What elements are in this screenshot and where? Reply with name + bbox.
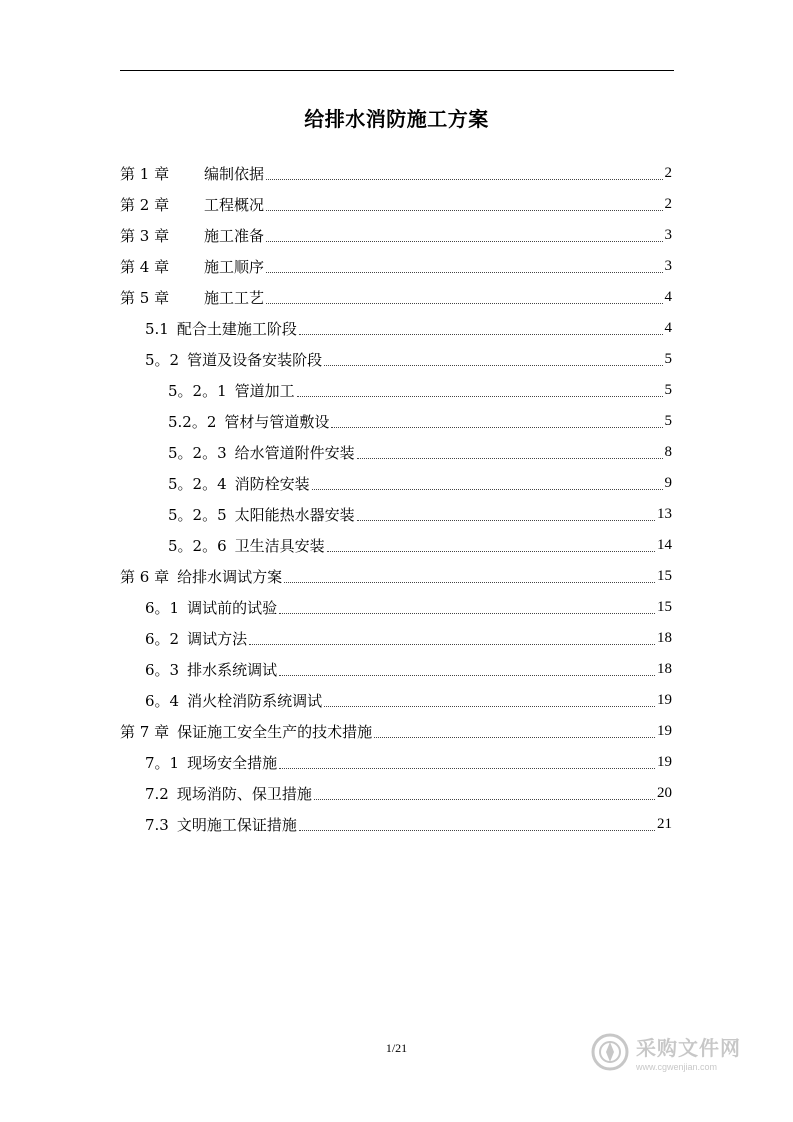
toc-leader <box>357 457 663 459</box>
watermark-name: 采购文件网 <box>636 1036 741 1060</box>
toc-leader <box>266 178 662 180</box>
toc-leader <box>266 240 662 242</box>
toc-leader <box>314 798 655 800</box>
toc-page-number: 20 <box>657 785 672 801</box>
toc-label <box>145 628 247 649</box>
toc-entry-chapter-3[interactable] <box>120 220 672 251</box>
toc-entry-section-6-2[interactable] <box>145 623 672 654</box>
toc-leader <box>324 705 655 707</box>
toc-leader <box>279 674 655 676</box>
toc-entry-chapter-4[interactable] <box>120 251 672 282</box>
toc-page-number: 5 <box>664 413 672 429</box>
toc-entry-subsection-5-2-4[interactable] <box>168 468 672 499</box>
toc-label <box>145 349 322 370</box>
toc-leader <box>266 209 662 211</box>
toc-number: 6。1 <box>145 599 180 617</box>
toc-number: 第 7 章 <box>120 723 170 741</box>
page-footer-number: 1/21 <box>385 1041 408 1055</box>
toc-title: 消火栓消防系统调试 <box>187 692 323 710</box>
toc-entry-subsection-5-2-1[interactable] <box>168 375 672 406</box>
toc-number: 5。2。4 <box>168 475 227 493</box>
toc-title: 施工准备 <box>204 227 265 245</box>
toc-label <box>168 473 310 494</box>
toc-label <box>145 690 322 711</box>
toc-title: 工程概况 <box>204 196 265 214</box>
toc-label <box>145 814 297 835</box>
toc-label <box>120 721 372 742</box>
toc-entry-section-7-3[interactable] <box>145 809 672 840</box>
toc-title: 调试方法 <box>187 630 248 648</box>
toc-label <box>168 504 355 525</box>
toc-entry-section-5-1[interactable] <box>145 313 672 344</box>
toc-number: 第 2 章 <box>120 196 170 214</box>
toc-title: 管材与管道敷设 <box>224 413 330 431</box>
toc-label <box>145 752 277 773</box>
toc-title: 管道加工 <box>234 382 295 400</box>
toc-title: 给水管道附件安装 <box>234 444 355 462</box>
toc-leader <box>327 550 655 552</box>
toc-leader <box>297 395 663 397</box>
toc-leader <box>299 333 663 335</box>
toc-title: 施工顺序 <box>204 258 265 276</box>
toc-entry-chapter-5[interactable] <box>120 282 672 313</box>
toc-entry-chapter-1[interactable] <box>120 158 672 189</box>
toc-title: 施工工艺 <box>204 289 265 307</box>
toc-entry-section-7-1[interactable] <box>145 747 672 778</box>
toc-title: 消防栓安装 <box>234 475 310 493</box>
toc-title: 文明施工保证措施 <box>176 816 297 834</box>
toc-number: 5。2。6 <box>168 537 227 555</box>
toc-label <box>120 566 282 587</box>
toc-label <box>120 225 264 246</box>
toc-number: 第 1 章 <box>120 165 170 183</box>
toc-entry-chapter-7[interactable] <box>120 716 672 747</box>
toc-leader <box>279 767 655 769</box>
toc-leader <box>279 612 655 614</box>
toc-entry-subsection-5-2-2[interactable] <box>168 406 672 437</box>
toc-leader <box>374 736 655 738</box>
toc-leader <box>357 519 655 521</box>
toc-number: 第 4 章 <box>120 258 170 276</box>
watermark-logo-icon <box>590 1032 630 1072</box>
toc-title: 排水系统调试 <box>187 661 278 679</box>
toc-leader <box>312 488 663 490</box>
toc-page-number: 21 <box>657 816 672 832</box>
toc-number: 5。2。5 <box>168 506 227 524</box>
toc-page-number: 3 <box>664 227 672 243</box>
toc-label <box>145 597 277 618</box>
toc-page-number: 4 <box>664 289 672 305</box>
toc-label <box>120 194 264 215</box>
toc-leader <box>324 364 662 366</box>
toc-title: 现场安全措施 <box>187 754 278 772</box>
toc-label <box>120 287 264 308</box>
watermark-url: www.cgwenjian.com <box>636 1062 718 1072</box>
toc-page-number: 8 <box>664 444 672 460</box>
toc-entry-subsection-5-2-3[interactable] <box>168 437 672 468</box>
toc-entry-section-5-2[interactable] <box>145 344 672 375</box>
toc-page-number: 14 <box>657 537 672 553</box>
toc-leader <box>266 271 662 273</box>
toc-entry-section-6-4[interactable] <box>145 685 672 716</box>
toc-number: 5.1 <box>145 320 169 338</box>
toc-title: 给排水调试方案 <box>177 568 283 586</box>
toc-label <box>168 535 325 556</box>
toc-label <box>168 442 355 463</box>
toc-number: 7.2 <box>145 785 169 803</box>
toc-number: 5.2。2 <box>168 413 217 431</box>
header-rule <box>120 70 674 71</box>
toc-title: 配合土建施工阶段 <box>176 320 297 338</box>
toc-label <box>145 318 297 339</box>
page-title: 给排水消防施工方案 <box>304 107 489 131</box>
toc-label <box>145 659 277 680</box>
toc-page-number: 19 <box>657 754 672 770</box>
toc-page-number: 4 <box>664 320 672 336</box>
toc-page-number: 9 <box>664 475 672 491</box>
toc-title: 调试前的试验 <box>187 599 278 617</box>
toc-number: 7.3 <box>145 816 169 834</box>
toc-title: 卫生洁具安装 <box>234 537 325 555</box>
toc-page-number: 5 <box>664 351 672 367</box>
toc-number: 6。4 <box>145 692 180 710</box>
toc-number: 5。2。1 <box>168 382 227 400</box>
toc-title: 管道及设备安装阶段 <box>187 351 323 369</box>
toc-entry-section-7-2[interactable] <box>145 778 672 809</box>
toc-entry-section-6-3[interactable] <box>145 654 672 685</box>
toc-label <box>145 783 312 804</box>
toc-leader <box>331 426 662 428</box>
toc-entry-chapter-2[interactable] <box>120 189 672 220</box>
toc-leader <box>266 302 662 304</box>
toc-label <box>168 380 295 401</box>
toc-page-number: 13 <box>657 506 672 522</box>
toc-leader <box>284 581 655 583</box>
watermark <box>590 1028 760 1076</box>
toc-entry-subsection-5-2-5[interactable] <box>168 499 672 530</box>
toc-title: 现场消防、保卫措施 <box>176 785 312 803</box>
toc-label <box>120 256 264 277</box>
toc-page-number: 5 <box>664 382 672 398</box>
toc-page-number: 19 <box>657 723 672 739</box>
toc-page-number: 2 <box>664 196 672 212</box>
toc-label <box>120 163 264 184</box>
toc-entry-subsection-5-2-6[interactable] <box>168 530 672 561</box>
toc-page-number: 15 <box>657 599 672 615</box>
toc-entry-chapter-6[interactable] <box>120 561 672 592</box>
toc-label <box>168 411 329 432</box>
toc-number: 5。2 <box>145 351 180 369</box>
toc-page-number: 19 <box>657 692 672 708</box>
toc-number: 6。3 <box>145 661 180 679</box>
toc-number: 5。2。3 <box>168 444 227 462</box>
toc-number: 第 3 章 <box>120 227 170 245</box>
toc-number: 第 5 章 <box>120 289 170 307</box>
toc-number: 第 6 章 <box>120 568 170 586</box>
toc-leader <box>249 643 655 645</box>
watermark-text <box>636 1032 741 1072</box>
toc-leader <box>299 829 655 831</box>
toc-page-number: 2 <box>664 165 672 181</box>
toc-number: 6。2 <box>145 630 180 648</box>
toc-page-number: 3 <box>664 258 672 274</box>
toc-title: 编制依据 <box>204 165 265 183</box>
toc-entry-section-6-1[interactable] <box>145 592 672 623</box>
toc-page-number: 15 <box>657 568 672 584</box>
toc-title: 保证施工安全生产的技术措施 <box>177 723 373 741</box>
toc-title: 太阳能热水器安装 <box>234 506 355 524</box>
toc-number: 7。1 <box>145 754 180 772</box>
toc-page-number: 18 <box>657 630 672 646</box>
toc-page-number: 18 <box>657 661 672 677</box>
